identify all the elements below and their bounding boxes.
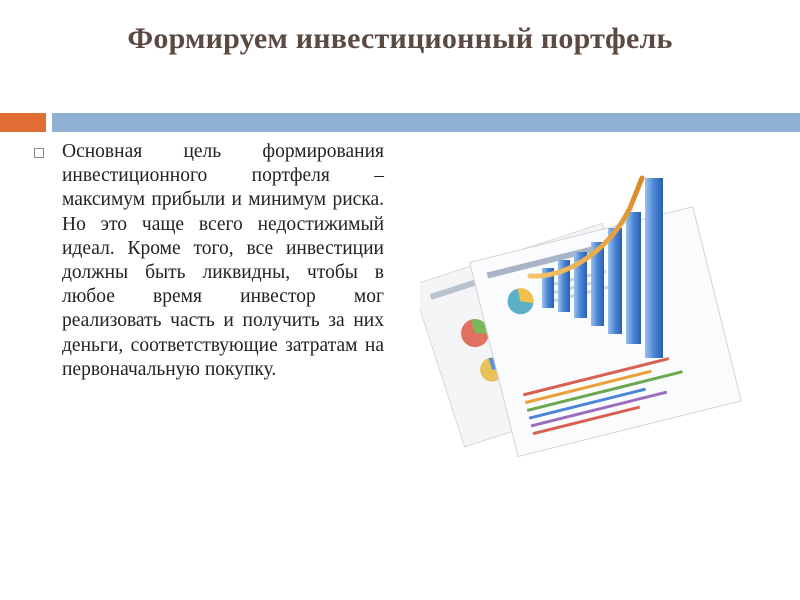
title-divider-bar [52, 113, 800, 132]
square-bullet-icon [34, 148, 44, 158]
slide-body-text: Основная цель формирования инвестиционного портфеля – максимум прибыли и минимум риска. Но это чаще всего недостижимый идеал. Кроме того, все инвестиции должны быть ликвидны, чтобы в любое время инвестор мог реализовать часть и получить за них деньги, соответствующие затратам на первоначальную покупку. [62, 141, 384, 380]
slide-title: Формируем инвестиционный портфель [127, 22, 673, 55]
title-accent-bar [0, 113, 46, 132]
financial-reports-chart-icon [420, 168, 770, 458]
